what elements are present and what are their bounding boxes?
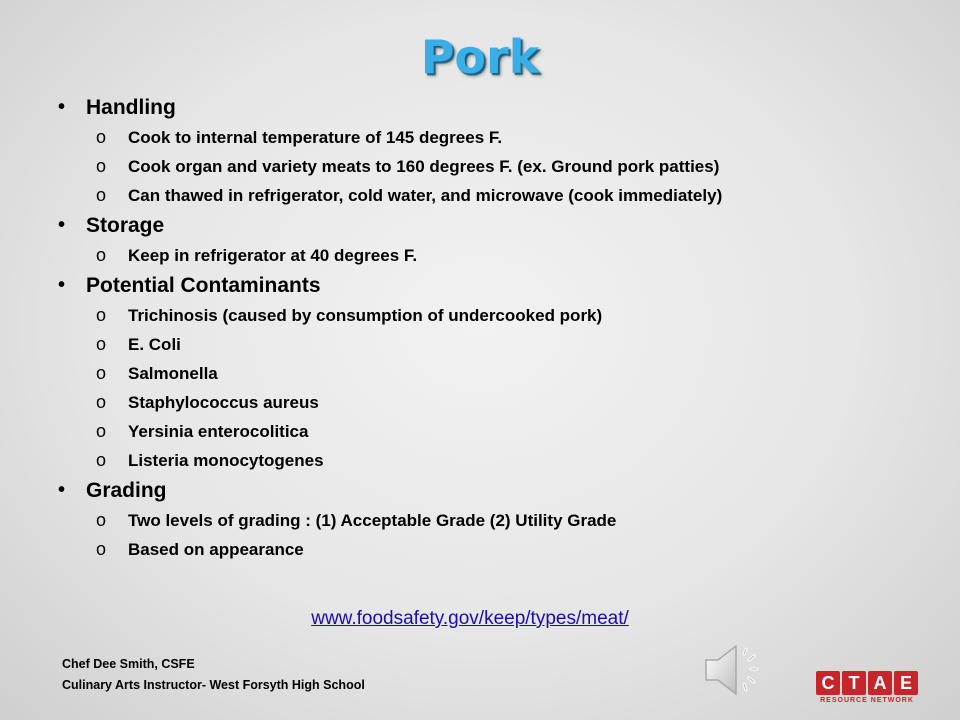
circle-bullet-icon: o: [96, 185, 107, 205]
list-item: [58, 152, 928, 181]
sub-item-list: [58, 301, 928, 475]
list-item-text: Based on appearance: [128, 540, 304, 559]
circle-bullet-icon: o: [96, 334, 107, 354]
sub-item-list: [58, 241, 928, 270]
footer-credit: [62, 654, 365, 696]
section-heading: [58, 92, 928, 123]
list-item: [58, 388, 928, 417]
bullet-icon: •: [58, 274, 66, 296]
circle-bullet-icon: o: [96, 245, 107, 265]
list-item-text: Yersinia enterocolitica: [128, 422, 309, 441]
circle-bullet-icon: o: [96, 363, 107, 383]
section-heading-label: Storage: [86, 214, 165, 237]
circle-bullet-icon: o: [96, 305, 107, 325]
slide-title: Pork: [420, 30, 540, 84]
list-item-text: Two levels of grading : (1) Acceptable Grade (2) Utility Grade: [128, 511, 617, 530]
section-heading: [58, 210, 928, 241]
bullet-icon: •: [58, 96, 66, 118]
list-item: [58, 359, 928, 388]
list-item: [58, 506, 928, 535]
speaker-icon[interactable]: [702, 640, 772, 700]
list-item: [58, 301, 928, 330]
circle-bullet-icon: o: [96, 127, 107, 147]
section-heading: [58, 475, 928, 506]
circle-bullet-icon: o: [96, 539, 107, 559]
list-item-text: Staphylococcus aureus: [128, 393, 319, 412]
ctae-logo: [816, 671, 920, 715]
logo-letter: C: [816, 671, 840, 695]
list-item-text: Salmonella: [128, 364, 218, 383]
circle-bullet-icon: o: [96, 421, 107, 441]
list-item: [58, 417, 928, 446]
list-item: [58, 446, 928, 475]
content-list: [58, 92, 928, 564]
footer-author: Chef Dee Smith, CSFE: [62, 657, 195, 671]
section-heading-label: Grading: [86, 479, 167, 502]
logo-letter: T: [842, 671, 866, 695]
section-heading: [58, 270, 928, 301]
list-item-text: Listeria monocytogenes: [128, 451, 324, 470]
foodsafety-link[interactable]: www.foodsafety.gov/keep/types/meat/: [311, 608, 629, 629]
section-heading-label: Potential Contaminants: [86, 274, 321, 297]
sub-item-list: [58, 123, 928, 210]
bullet-icon: •: [58, 479, 66, 501]
circle-bullet-icon: o: [96, 450, 107, 470]
circle-bullet-icon: o: [96, 156, 107, 176]
sub-item-list: [58, 506, 928, 564]
list-item: [58, 241, 928, 270]
section-potential-contaminants: [58, 270, 928, 475]
list-item-text: Cook to internal temperature of 145 degrees F.: [128, 128, 503, 147]
section-storage: [58, 210, 928, 270]
list-item-text: Can thawed in refrigerator, cold water, and microwave (cook immediately): [128, 186, 723, 205]
logo-letters: [816, 671, 920, 695]
list-item: [58, 535, 928, 564]
list-item: [58, 181, 928, 210]
section-grading: [58, 475, 928, 564]
list-item-text: Cook organ and variety meats to 160 degrees F. (ex. Ground pork patties): [128, 157, 720, 176]
list-item: [58, 330, 928, 359]
circle-bullet-icon: o: [96, 392, 107, 412]
logo-letter: A: [868, 671, 892, 695]
list-item: [58, 123, 928, 152]
list-item-text: Trichinosis (caused by consumption of undercooked pork): [128, 306, 603, 325]
section-heading-label: Handling: [86, 96, 176, 119]
logo-subtitle: RESOURCE NETWORK: [820, 697, 914, 704]
list-item-text: E. Coli: [128, 335, 181, 354]
section-handling: [58, 92, 928, 210]
list-item-text: Keep in refrigerator at 40 degrees F.: [128, 246, 418, 265]
footer-role: Culinary Arts Instructor- West Forsyth High School: [62, 678, 365, 692]
bullet-icon: •: [58, 214, 66, 236]
logo-letter: E: [894, 671, 918, 695]
circle-bullet-icon: o: [96, 510, 107, 530]
